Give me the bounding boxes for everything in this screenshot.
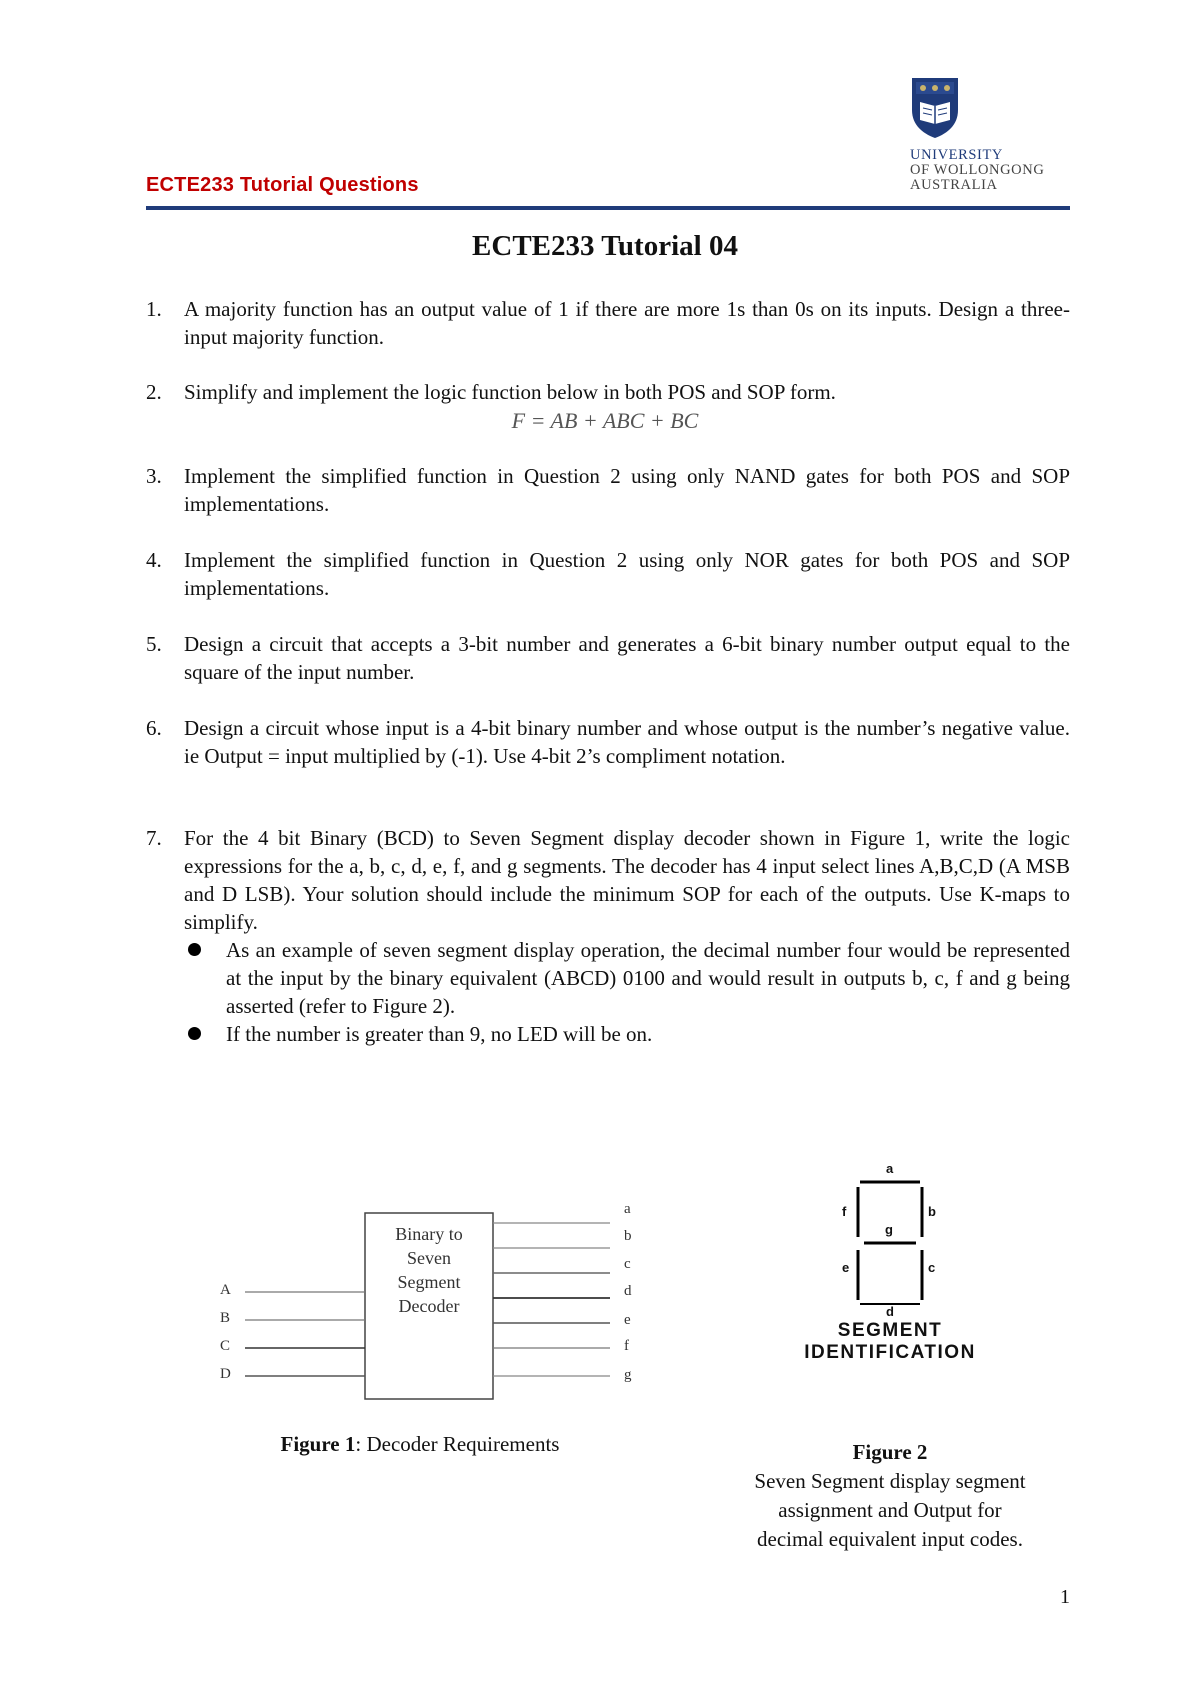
university-wordmark xyxy=(910,148,1044,193)
segment-label-a: a xyxy=(886,1161,894,1176)
output-label-e: e xyxy=(624,1312,631,1328)
caption-bold: Figure 1 xyxy=(280,1432,356,1456)
university-crest-logo xyxy=(910,76,960,140)
caption-bold: Figure 2 xyxy=(852,1440,928,1464)
segment-label-f: f xyxy=(842,1204,847,1219)
list-item xyxy=(184,1020,1070,1048)
question-text: Implement the simplified function in Question 2 using only NAND gates for both POS and SOP implementations. xyxy=(184,464,1070,516)
figure-1-decoder-diagram xyxy=(210,1200,650,1410)
question-number: 6. xyxy=(146,716,162,740)
bullet-text: As an example of seven segment display operation, the decimal number four would be represented at the input by the binary equivalent (ABCD) 0100 and would result in outputs b, c, f and g being asserted (refer to Figure 2). xyxy=(226,938,1070,1018)
question-3 xyxy=(146,462,1070,518)
question-text: Implement the simplified function in Question 2 using only NOR gates for both POS and SOP implementations. xyxy=(184,548,1070,600)
question-text: A majority function has an output value of 1 if there are more 1s than 0s on its inputs. Design a three-input majority function. xyxy=(184,297,1070,349)
block-line: Binary to xyxy=(395,1224,463,1244)
segment-identification-heading xyxy=(770,1320,1010,1364)
output-label-g: g xyxy=(624,1367,632,1383)
input-label-b: B xyxy=(220,1310,231,1326)
question-number: 1. xyxy=(146,297,162,321)
output-label-b: b xyxy=(624,1228,632,1244)
figure-2-caption xyxy=(720,1438,1060,1554)
output-label-c: c xyxy=(624,1256,631,1272)
segment-label-c: c xyxy=(928,1260,936,1275)
question-number: 7. xyxy=(146,826,162,850)
logo-line: UNIVERSITY xyxy=(910,147,1003,163)
question-number: 3. xyxy=(146,464,162,488)
segment-label-e: e xyxy=(842,1260,850,1275)
question-1 xyxy=(146,295,1070,351)
question-number: 5. xyxy=(146,632,162,656)
input-label-c: C xyxy=(220,1338,231,1354)
question-4 xyxy=(146,546,1070,602)
question-2 xyxy=(146,378,1070,406)
document-title: ECTE233 Tutorial 04 xyxy=(472,230,738,262)
bullet-icon xyxy=(188,943,201,956)
block-line: Seven xyxy=(407,1248,451,1268)
block-line: Decoder xyxy=(398,1296,460,1316)
output-label-f: f xyxy=(624,1338,629,1354)
caption-text: : Decoder Requirements xyxy=(355,1432,560,1456)
list-item xyxy=(184,936,1070,1020)
question-7 xyxy=(146,824,1070,1048)
question-text: Design a circuit that accepts a 3-bit number and generates a 6-bit binary number output equal to the square of the input number. xyxy=(184,632,1070,684)
block-line: Segment xyxy=(397,1272,461,1292)
figure-2-seven-segment-diagram xyxy=(830,1160,970,1310)
question-number: 4. xyxy=(146,548,162,572)
caption-line: assignment and Output for xyxy=(778,1498,1002,1522)
figure-1-caption xyxy=(250,1432,590,1457)
input-label-d: D xyxy=(220,1366,231,1382)
segment-label-b: b xyxy=(928,1204,936,1219)
output-label-d: d xyxy=(624,1283,632,1299)
course-header: ECTE233 Tutorial Questions xyxy=(146,174,419,196)
page-number: 1 xyxy=(1060,1586,1070,1608)
header-rule xyxy=(146,206,1070,210)
input-label-a: A xyxy=(220,1282,231,1298)
heading-line: SEGMENT xyxy=(837,1320,943,1341)
caption-line: decimal equivalent input codes. xyxy=(757,1527,1023,1551)
segment-label-d: d xyxy=(886,1304,894,1319)
question-6 xyxy=(146,714,1070,770)
decoder-block-label xyxy=(365,1222,493,1318)
heading-line: IDENTIFICATION xyxy=(804,1342,976,1363)
question-text: Simplify and implement the logic function below in both POS and SOP form. xyxy=(184,380,836,404)
output-label-a: a xyxy=(624,1201,631,1217)
bullet-list xyxy=(184,936,1070,1048)
logic-formula: F = AB + ABC + BC xyxy=(511,408,699,433)
segment-label-g: g xyxy=(885,1222,893,1237)
question-text: Design a circuit whose input is a 4-bit binary number and whose output is the number’s negative value. ie Output = input multiplied by (-1). Use 4-bit 2’s compliment notation. xyxy=(184,716,1070,768)
bullet-icon xyxy=(188,1027,201,1040)
question-number: 2. xyxy=(146,380,162,404)
caption-line: Seven Segment display segment xyxy=(754,1469,1026,1493)
question-5 xyxy=(146,630,1070,686)
bullet-text: If the number is greater than 9, no LED will be on. xyxy=(226,1022,653,1046)
logo-line: AUSTRALIA xyxy=(910,177,998,193)
question-text: For the 4 bit Binary (BCD) to Seven Segment display decoder shown in Figure 1, write the logic expressions for the a, b, c, d, e, f, and g segments. The decoder has 4 input select lines A,B,C,D (A MSB and D LSB). Your solution should include the minimum SOP for each of the outputs. Use K-maps to simplify. xyxy=(184,826,1070,934)
logo-line: OF WOLLONGONG xyxy=(910,162,1045,178)
